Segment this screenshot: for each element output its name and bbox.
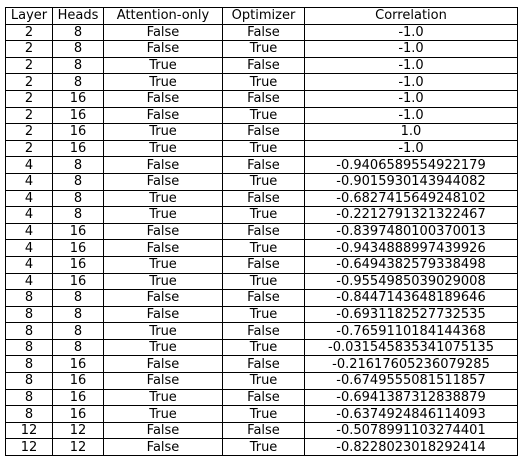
heads-cell: 8: [53, 57, 104, 74]
heads-cell: 16: [53, 223, 104, 240]
heads-cell: 16: [53, 240, 104, 257]
table-row: [6, 256, 518, 273]
attention-only-cell: False: [104, 157, 223, 174]
attention-only-cell: True: [104, 389, 223, 406]
optimizer-cell: False: [223, 389, 305, 406]
correlation-cell: -1.0: [305, 140, 518, 157]
optimizer-cell: False: [223, 290, 305, 307]
correlation-cell: -0.21617605236079285: [305, 356, 518, 373]
heads-cell: 16: [53, 124, 104, 141]
layer-cell: 12: [6, 422, 53, 439]
optimizer-cell: True: [223, 173, 305, 190]
optimizer-cell: True: [223, 439, 305, 456]
attention-only-cell: False: [104, 373, 223, 390]
heads-cell: 16: [53, 389, 104, 406]
correlation-cell: -0.031545835341075135: [305, 339, 518, 356]
table-row: [6, 74, 518, 91]
optimizer-cell: True: [223, 273, 305, 290]
table-row: [6, 90, 518, 107]
table-row: [6, 273, 518, 290]
attention-only-cell: True: [104, 124, 223, 141]
table-row: [6, 323, 518, 340]
layer-cell: 2: [6, 140, 53, 157]
attention-only-cell: False: [104, 107, 223, 124]
correlation-cell: -1.0: [305, 74, 518, 91]
correlation-cell: -0.6941387312838879: [305, 389, 518, 406]
header-heads: Heads: [53, 8, 104, 25]
correlation-cell: -0.9406589554922179: [305, 157, 518, 174]
optimizer-cell: False: [223, 157, 305, 174]
table-row: [6, 373, 518, 390]
optimizer-cell: True: [223, 74, 305, 91]
optimizer-cell: False: [223, 422, 305, 439]
layer-cell: 8: [6, 290, 53, 307]
heads-cell: 12: [53, 422, 104, 439]
attention-only-cell: False: [104, 356, 223, 373]
optimizer-cell: False: [223, 124, 305, 141]
table-row: [6, 207, 518, 224]
correlation-cell: -0.9554985039029008: [305, 273, 518, 290]
optimizer-cell: False: [223, 323, 305, 340]
table-row: [6, 439, 518, 456]
optimizer-cell: True: [223, 207, 305, 224]
heads-cell: 8: [53, 157, 104, 174]
layer-cell: 4: [6, 190, 53, 207]
correlation-cell: -0.6494382579338498: [305, 256, 518, 273]
heads-cell: 8: [53, 339, 104, 356]
heads-cell: 16: [53, 256, 104, 273]
layer-cell: 4: [6, 207, 53, 224]
layer-cell: 2: [6, 90, 53, 107]
heads-cell: 8: [53, 173, 104, 190]
optimizer-cell: True: [223, 41, 305, 58]
correlation-cell: -0.6374924846114093: [305, 406, 518, 423]
table-row: [6, 24, 518, 41]
heads-cell: 16: [53, 373, 104, 390]
table-row: [6, 173, 518, 190]
layer-cell: 2: [6, 124, 53, 141]
table-body: [6, 24, 518, 455]
optimizer-cell: True: [223, 140, 305, 157]
heads-cell: 16: [53, 107, 104, 124]
table-row: [6, 41, 518, 58]
attention-only-cell: True: [104, 256, 223, 273]
optimizer-cell: False: [223, 256, 305, 273]
table-row: [6, 356, 518, 373]
optimizer-cell: True: [223, 339, 305, 356]
table-row: [6, 157, 518, 174]
table-row: [6, 306, 518, 323]
correlation-cell: -1.0: [305, 90, 518, 107]
optimizer-cell: True: [223, 373, 305, 390]
layer-cell: 2: [6, 41, 53, 58]
layer-cell: 2: [6, 107, 53, 124]
optimizer-cell: True: [223, 240, 305, 257]
header-row: [6, 8, 518, 25]
layer-cell: 2: [6, 57, 53, 74]
attention-only-cell: True: [104, 207, 223, 224]
attention-only-cell: True: [104, 190, 223, 207]
optimizer-cell: False: [223, 190, 305, 207]
heads-cell: 12: [53, 439, 104, 456]
heads-cell: 16: [53, 406, 104, 423]
results-table: [5, 7, 518, 456]
optimizer-cell: False: [223, 24, 305, 41]
table-row: [6, 57, 518, 74]
attention-only-cell: False: [104, 90, 223, 107]
table-row: [6, 406, 518, 423]
attention-only-cell: False: [104, 306, 223, 323]
attention-only-cell: True: [104, 323, 223, 340]
heads-cell: 16: [53, 356, 104, 373]
correlation-cell: -1.0: [305, 41, 518, 58]
attention-only-cell: False: [104, 240, 223, 257]
header-optimizer: Optimizer: [223, 8, 305, 25]
heads-cell: 8: [53, 323, 104, 340]
layer-cell: 8: [6, 373, 53, 390]
attention-only-cell: False: [104, 24, 223, 41]
table-row: [6, 339, 518, 356]
correlation-cell: -0.2212791321322467: [305, 207, 518, 224]
attention-only-cell: False: [104, 41, 223, 58]
correlation-cell: -0.6931182527732535: [305, 306, 518, 323]
table-row: [6, 389, 518, 406]
correlation-cell: -0.6827415649248102: [305, 190, 518, 207]
attention-only-cell: True: [104, 273, 223, 290]
heads-cell: 8: [53, 306, 104, 323]
layer-cell: 8: [6, 339, 53, 356]
attention-only-cell: False: [104, 223, 223, 240]
heads-cell: 8: [53, 290, 104, 307]
correlation-cell: -1.0: [305, 107, 518, 124]
attention-only-cell: True: [104, 57, 223, 74]
correlation-cell: -0.8397480100370013: [305, 223, 518, 240]
layer-cell: 4: [6, 240, 53, 257]
correlation-cell: -0.8447143648189646: [305, 290, 518, 307]
layer-cell: 8: [6, 356, 53, 373]
layer-cell: 4: [6, 273, 53, 290]
layer-cell: 2: [6, 24, 53, 41]
heads-cell: 8: [53, 190, 104, 207]
attention-only-cell: True: [104, 74, 223, 91]
optimizer-cell: True: [223, 406, 305, 423]
correlation-cell: -0.8228023018292414: [305, 439, 518, 456]
heads-cell: 16: [53, 90, 104, 107]
header-correlation: Correlation: [305, 8, 518, 25]
table-row: [6, 124, 518, 141]
attention-only-cell: True: [104, 406, 223, 423]
attention-only-cell: False: [104, 290, 223, 307]
correlation-cell: -0.9434888997439926: [305, 240, 518, 257]
layer-cell: 8: [6, 389, 53, 406]
table-row: [6, 422, 518, 439]
table-row: [6, 290, 518, 307]
attention-only-cell: True: [104, 339, 223, 356]
table-row: [6, 240, 518, 257]
attention-only-cell: False: [104, 173, 223, 190]
optimizer-cell: False: [223, 90, 305, 107]
layer-cell: 4: [6, 173, 53, 190]
correlation-cell: -0.9015930143944082: [305, 173, 518, 190]
optimizer-cell: False: [223, 223, 305, 240]
heads-cell: 16: [53, 273, 104, 290]
optimizer-cell: False: [223, 57, 305, 74]
attention-only-cell: True: [104, 140, 223, 157]
heads-cell: 16: [53, 140, 104, 157]
layer-cell: 8: [6, 406, 53, 423]
heads-cell: 8: [53, 41, 104, 58]
heads-cell: 8: [53, 24, 104, 41]
attention-only-cell: False: [104, 422, 223, 439]
layer-cell: 2: [6, 74, 53, 91]
correlation-cell: -1.0: [305, 57, 518, 74]
attention-only-cell: False: [104, 439, 223, 456]
table-row: [6, 107, 518, 124]
correlation-cell: -1.0: [305, 24, 518, 41]
correlation-cell: -0.7659110184144368: [305, 323, 518, 340]
heads-cell: 8: [53, 207, 104, 224]
header-layer: Layer: [6, 8, 53, 25]
header-attention-only: Attention-only: [104, 8, 223, 25]
table-row: [6, 223, 518, 240]
correlation-cell: -0.5078991103274401: [305, 422, 518, 439]
layer-cell: 4: [6, 157, 53, 174]
optimizer-cell: True: [223, 107, 305, 124]
correlation-cell: -0.6749555081511857: [305, 373, 518, 390]
layer-cell: 4: [6, 223, 53, 240]
layer-cell: 4: [6, 256, 53, 273]
layer-cell: 12: [6, 439, 53, 456]
heads-cell: 8: [53, 74, 104, 91]
optimizer-cell: False: [223, 356, 305, 373]
table-row: [6, 140, 518, 157]
layer-cell: 8: [6, 306, 53, 323]
correlation-cell: 1.0: [305, 124, 518, 141]
layer-cell: 8: [6, 323, 53, 340]
optimizer-cell: True: [223, 306, 305, 323]
table-row: [6, 190, 518, 207]
